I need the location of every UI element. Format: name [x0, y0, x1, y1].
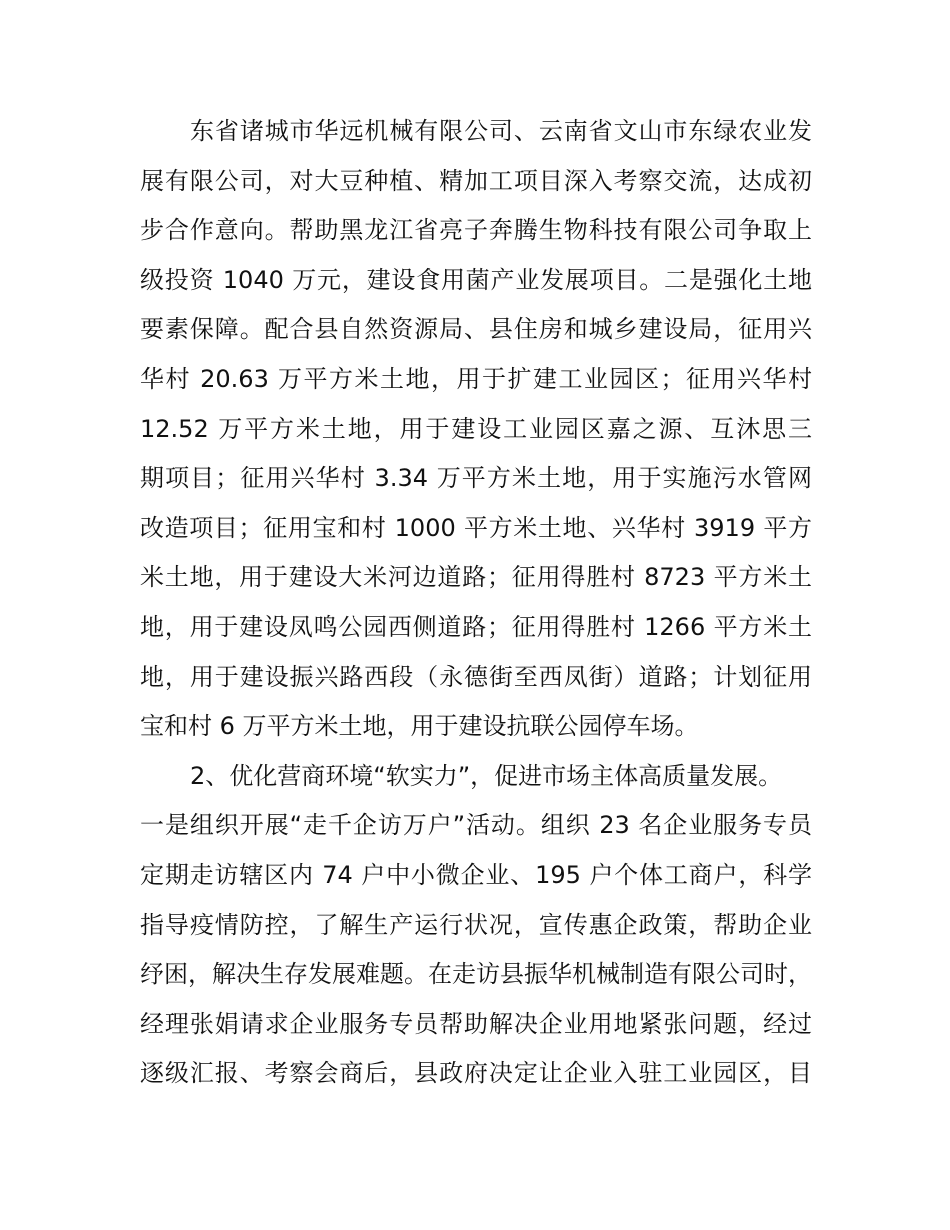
text-line: 逐级汇报、考察会商后，县政府决定让企业入驻工业园区，目	[140, 1059, 812, 1088]
text-line: 指导疫情防控，了解生产运行状况，宣传惠企政策，帮助企业	[140, 910, 812, 939]
text-line: 12.52 万平方米土地，用于建设工业园区嘉之源、互沐思三	[140, 414, 812, 443]
paragraph	[140, 752, 812, 1099]
text-line: 纾困，解决生存发展难题。在走访县振华机械制造有限公司时，	[140, 960, 812, 989]
text-line: 地，用于建设振兴路西段（永德街至西凤街）道路；计划征用	[140, 662, 812, 691]
paragraph	[140, 107, 812, 752]
text-line: 展有限公司，对大豆种植、精加工项目深入考察交流，达成初	[140, 166, 812, 195]
document-page	[140, 107, 812, 1099]
text-line: 一是组织开展“走千企访万户”活动。组织 23 名企业服务专员	[140, 811, 812, 840]
text-line: 期项目；征用兴华村 3.34 万平方米土地，用于实施污水管网	[140, 464, 812, 493]
text-line: 级投资 1040 万元，建设食用菌产业发展项目。二是强化土地	[140, 265, 812, 294]
text-line: 经理张娟请求企业服务专员帮助解决企业用地紧张问题，经过	[140, 1009, 812, 1038]
text-line: 东省诸城市华远机械有限公司、云南省文山市东绿农业发	[190, 117, 812, 145]
text-line: 步合作意向。帮助黑龙江省亮子奔腾生物科技有限公司争取上	[140, 216, 812, 245]
text-line: 华村 20.63 万平方米土地，用于扩建工业园区；征用兴华村	[140, 364, 812, 393]
text-line: 2、优化营商环境“软实力”，促进市场主体高质量发展。	[190, 761, 783, 790]
text-line: 地，用于建设凤鸣公园西侧道路；征用得胜村 1266 平方米土	[140, 612, 812, 641]
text-line: 定期走访辖区内 74 户中小微企业、195 户个体工商户，科学	[140, 860, 812, 889]
text-line: 米土地，用于建设大米河边道路；征用得胜村 8723 平方米土	[140, 563, 812, 592]
text-line: 改造项目；征用宝和村 1000 平方米土地、兴华村 3919 平方	[140, 513, 812, 542]
text-line: 宝和村 6 万平方米土地，用于建设抗联公园停车场。	[140, 712, 699, 741]
text-line: 要素保障。配合县自然资源局、县住房和城乡建设局，征用兴	[140, 315, 812, 344]
